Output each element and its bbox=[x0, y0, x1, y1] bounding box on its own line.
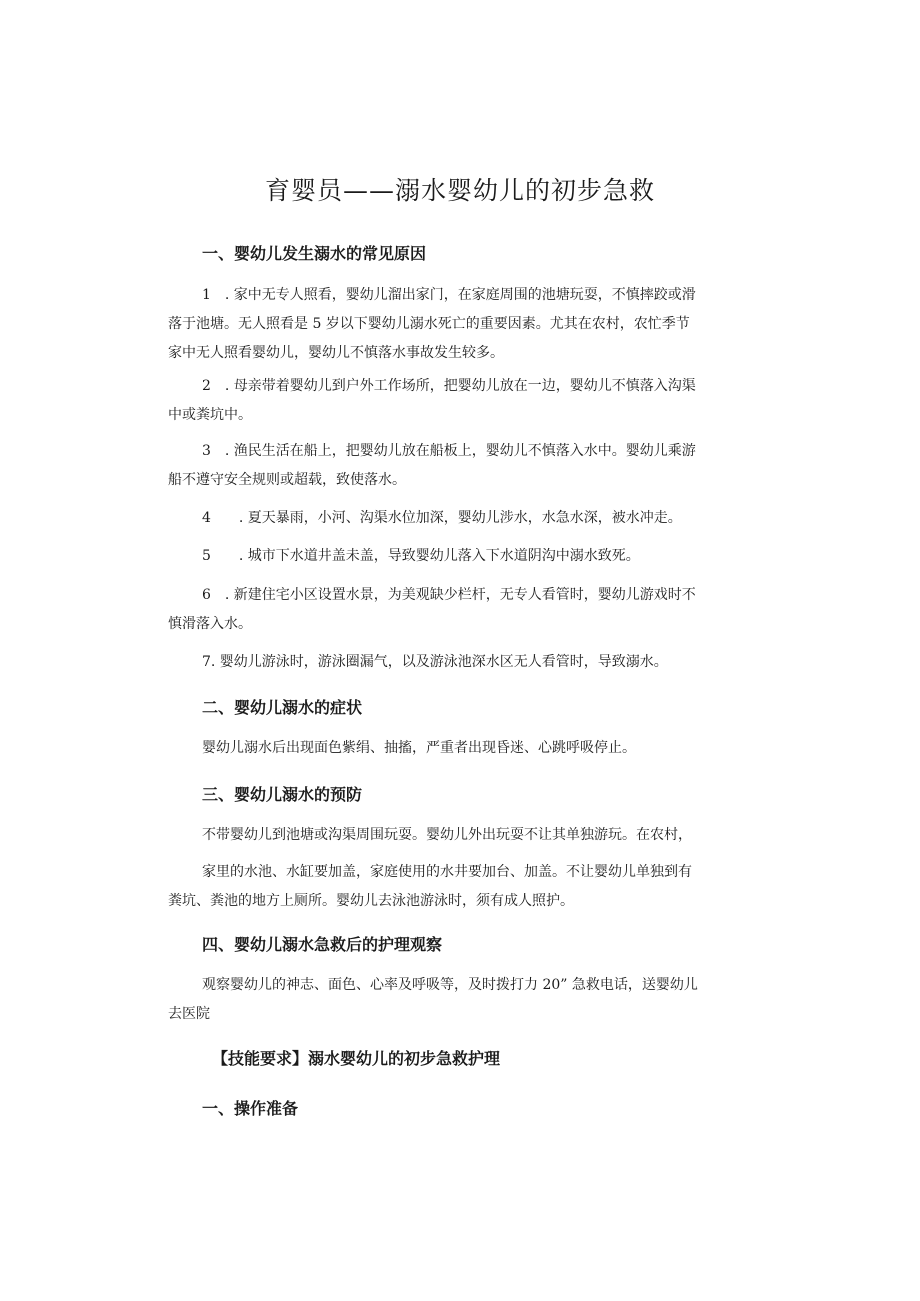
paragraph-line: 家中无人照看婴幼儿，婴幼儿不慎落水事故发生较多。 bbox=[168, 345, 504, 361]
paragraph-line: 落于池塘。无人照看是 5 岁以下婴幼儿溺水死亡的重要因素。尤其在农村，农忙季节 bbox=[168, 316, 690, 332]
paragraph bbox=[168, 542, 752, 571]
paragraph-line: 婴幼儿溺水后出现面色紫绢、抽搐，严重者出现昏迷、心跳呼吸停止。 bbox=[202, 740, 636, 756]
paragraph-line: 7. 婴幼儿游泳时，游泳圈漏气，以及游泳池深水区无人看管时，导致溺水。 bbox=[202, 654, 668, 670]
paragraph bbox=[168, 858, 752, 916]
paragraph-line: 1 . 家中无专人照看，婴幼儿溜出家门，在家庭周围的池塘玩耍，不慎摔跤或滑 bbox=[202, 287, 696, 303]
paragraph bbox=[168, 504, 752, 533]
paragraph-line: 2 . 母亲带着婴幼儿到户外工作场所，把婴幼儿放在一边，婴幼儿不慎落入沟渠 bbox=[202, 378, 696, 394]
paragraph-line: 不带婴幼儿到池塘或沟渠周围玩耍。婴幼儿外出玩耍不让其单独游玩。在农村， bbox=[202, 827, 692, 843]
paragraph-line: 粪坑、粪池的地方上厕所。婴幼儿去泳池游泳时，须有成人照护。 bbox=[168, 893, 574, 909]
paragraph-line: 慎滑落入水。 bbox=[168, 616, 252, 632]
section-heading: 三、婴幼儿溺水的预防 bbox=[202, 785, 363, 804]
paragraph-line: 4 . 夏天暴雨，小河、沟渠水位加深，婴幼儿涉水，水急水深，被水冲走。 bbox=[202, 510, 682, 526]
paragraph bbox=[168, 437, 752, 495]
paragraph bbox=[168, 281, 752, 368]
paragraph-line: 观察婴幼儿的神志、面色、心率及呼吸等，及时拨打力 20” 急救电话，送婴幼儿 bbox=[202, 977, 698, 993]
paragraph bbox=[168, 971, 752, 1029]
paragraph-line: 3 . 渔民生活在船上，把婴幼儿放在船板上，婴幼儿不慎落入水中。婴幼儿乘游 bbox=[202, 443, 696, 459]
paragraph-line: 5 . 城市下水道井盖未盖，导致婴幼儿落入下水道阴沟中溺水致死。 bbox=[202, 548, 640, 564]
paragraph-line: 去医院 bbox=[168, 1006, 210, 1022]
paragraph bbox=[168, 581, 752, 639]
section-heading: 四、婴幼儿溺水急救后的护理观察 bbox=[202, 935, 443, 954]
paragraph bbox=[168, 372, 752, 430]
paragraph-line: 6 . 新建住宅小区设置水景，为美观缺少栏杆，无专人看管时，婴幼儿游戏时不 bbox=[202, 587, 696, 603]
skill-subheading: 一、操作准备 bbox=[202, 1099, 299, 1118]
document-title: 育婴员——溺水婴幼儿的初步急救 bbox=[264, 176, 655, 205]
paragraph-line: 船不遵守安全规则或超载，致使落水。 bbox=[168, 472, 406, 488]
paragraph bbox=[168, 734, 752, 763]
paragraph-line: 中或粪坑中。 bbox=[168, 407, 252, 423]
paragraph-line: 家里的水池、水缸要加盖，家庭使用的水井要加台、加盖。不让婴幼儿单独到有 bbox=[202, 864, 692, 880]
paragraph bbox=[168, 821, 752, 850]
skill-heading: 【技能要求】溺水婴幼儿的初步急救护理 bbox=[212, 1049, 501, 1068]
section-heading: 二、婴幼儿溺水的症状 bbox=[202, 698, 363, 717]
section-heading: 一、婴幼儿发生溺水的常见原因 bbox=[202, 244, 427, 263]
paragraph bbox=[168, 648, 752, 677]
